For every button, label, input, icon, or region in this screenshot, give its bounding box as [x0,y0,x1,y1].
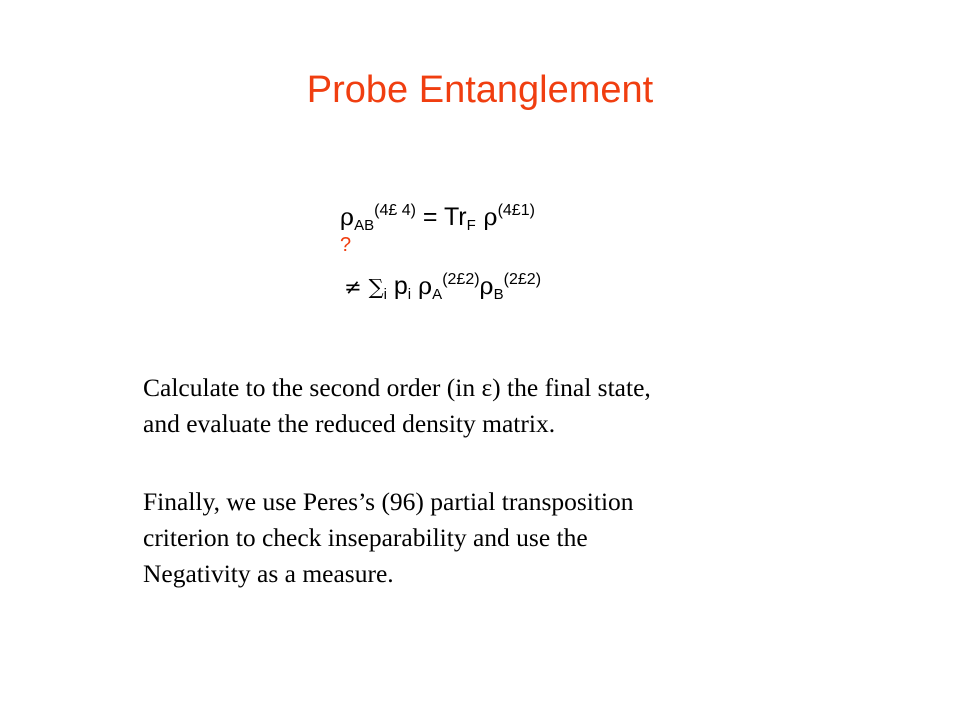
rho-a-symbol: ρ [418,272,433,300]
sum-symbol: ∑ [368,275,384,299]
superscript-dimension-2: (4£1) [497,202,535,219]
superscript-a-dimension: (2£2) [442,271,480,288]
subscript-ab: AB [354,217,375,234]
rho-symbol: ρ [340,203,355,231]
equals-trace: = Tr [415,203,467,231]
rho-b-symbol: ρ [479,272,494,300]
superscript-dimension: (4£ 4) [374,202,416,219]
question-mark: ? [340,234,352,256]
paragraph-peres-line-2: criterion to check inseparability and use the [143,523,588,552]
paragraph-calculation-line-2: and evaluate the reduced density matrix. [143,409,556,438]
subscript-f: F [466,217,476,234]
paragraph-peres-line-1: Finally, we use Peres’s (96) partial transposition [143,487,634,516]
subscript-i-2: i [407,286,412,303]
slide-title: Probe Entanglement [306,69,654,111]
paragraph-calculation [143,370,863,442]
equation-line-separable-form [344,265,541,310]
equation-line-partial-trace [340,196,535,241]
superscript-b-dimension: (2£2) [503,271,542,288]
paragraph-peres-criterion [143,484,863,592]
paragraph-peres-line-3: Negativity as a measure. [143,559,394,588]
subscript-i: i [383,286,387,303]
paragraph-calculation-line-1: Calculate to the second order (in ε) the final state, [143,373,651,402]
p-symbol: p [393,272,408,300]
subscript-b: B [493,286,504,303]
not-equal-symbol: ≠ [344,275,362,299]
subscript-a: A [432,286,443,303]
rho-symbol-2: ρ [475,203,498,231]
